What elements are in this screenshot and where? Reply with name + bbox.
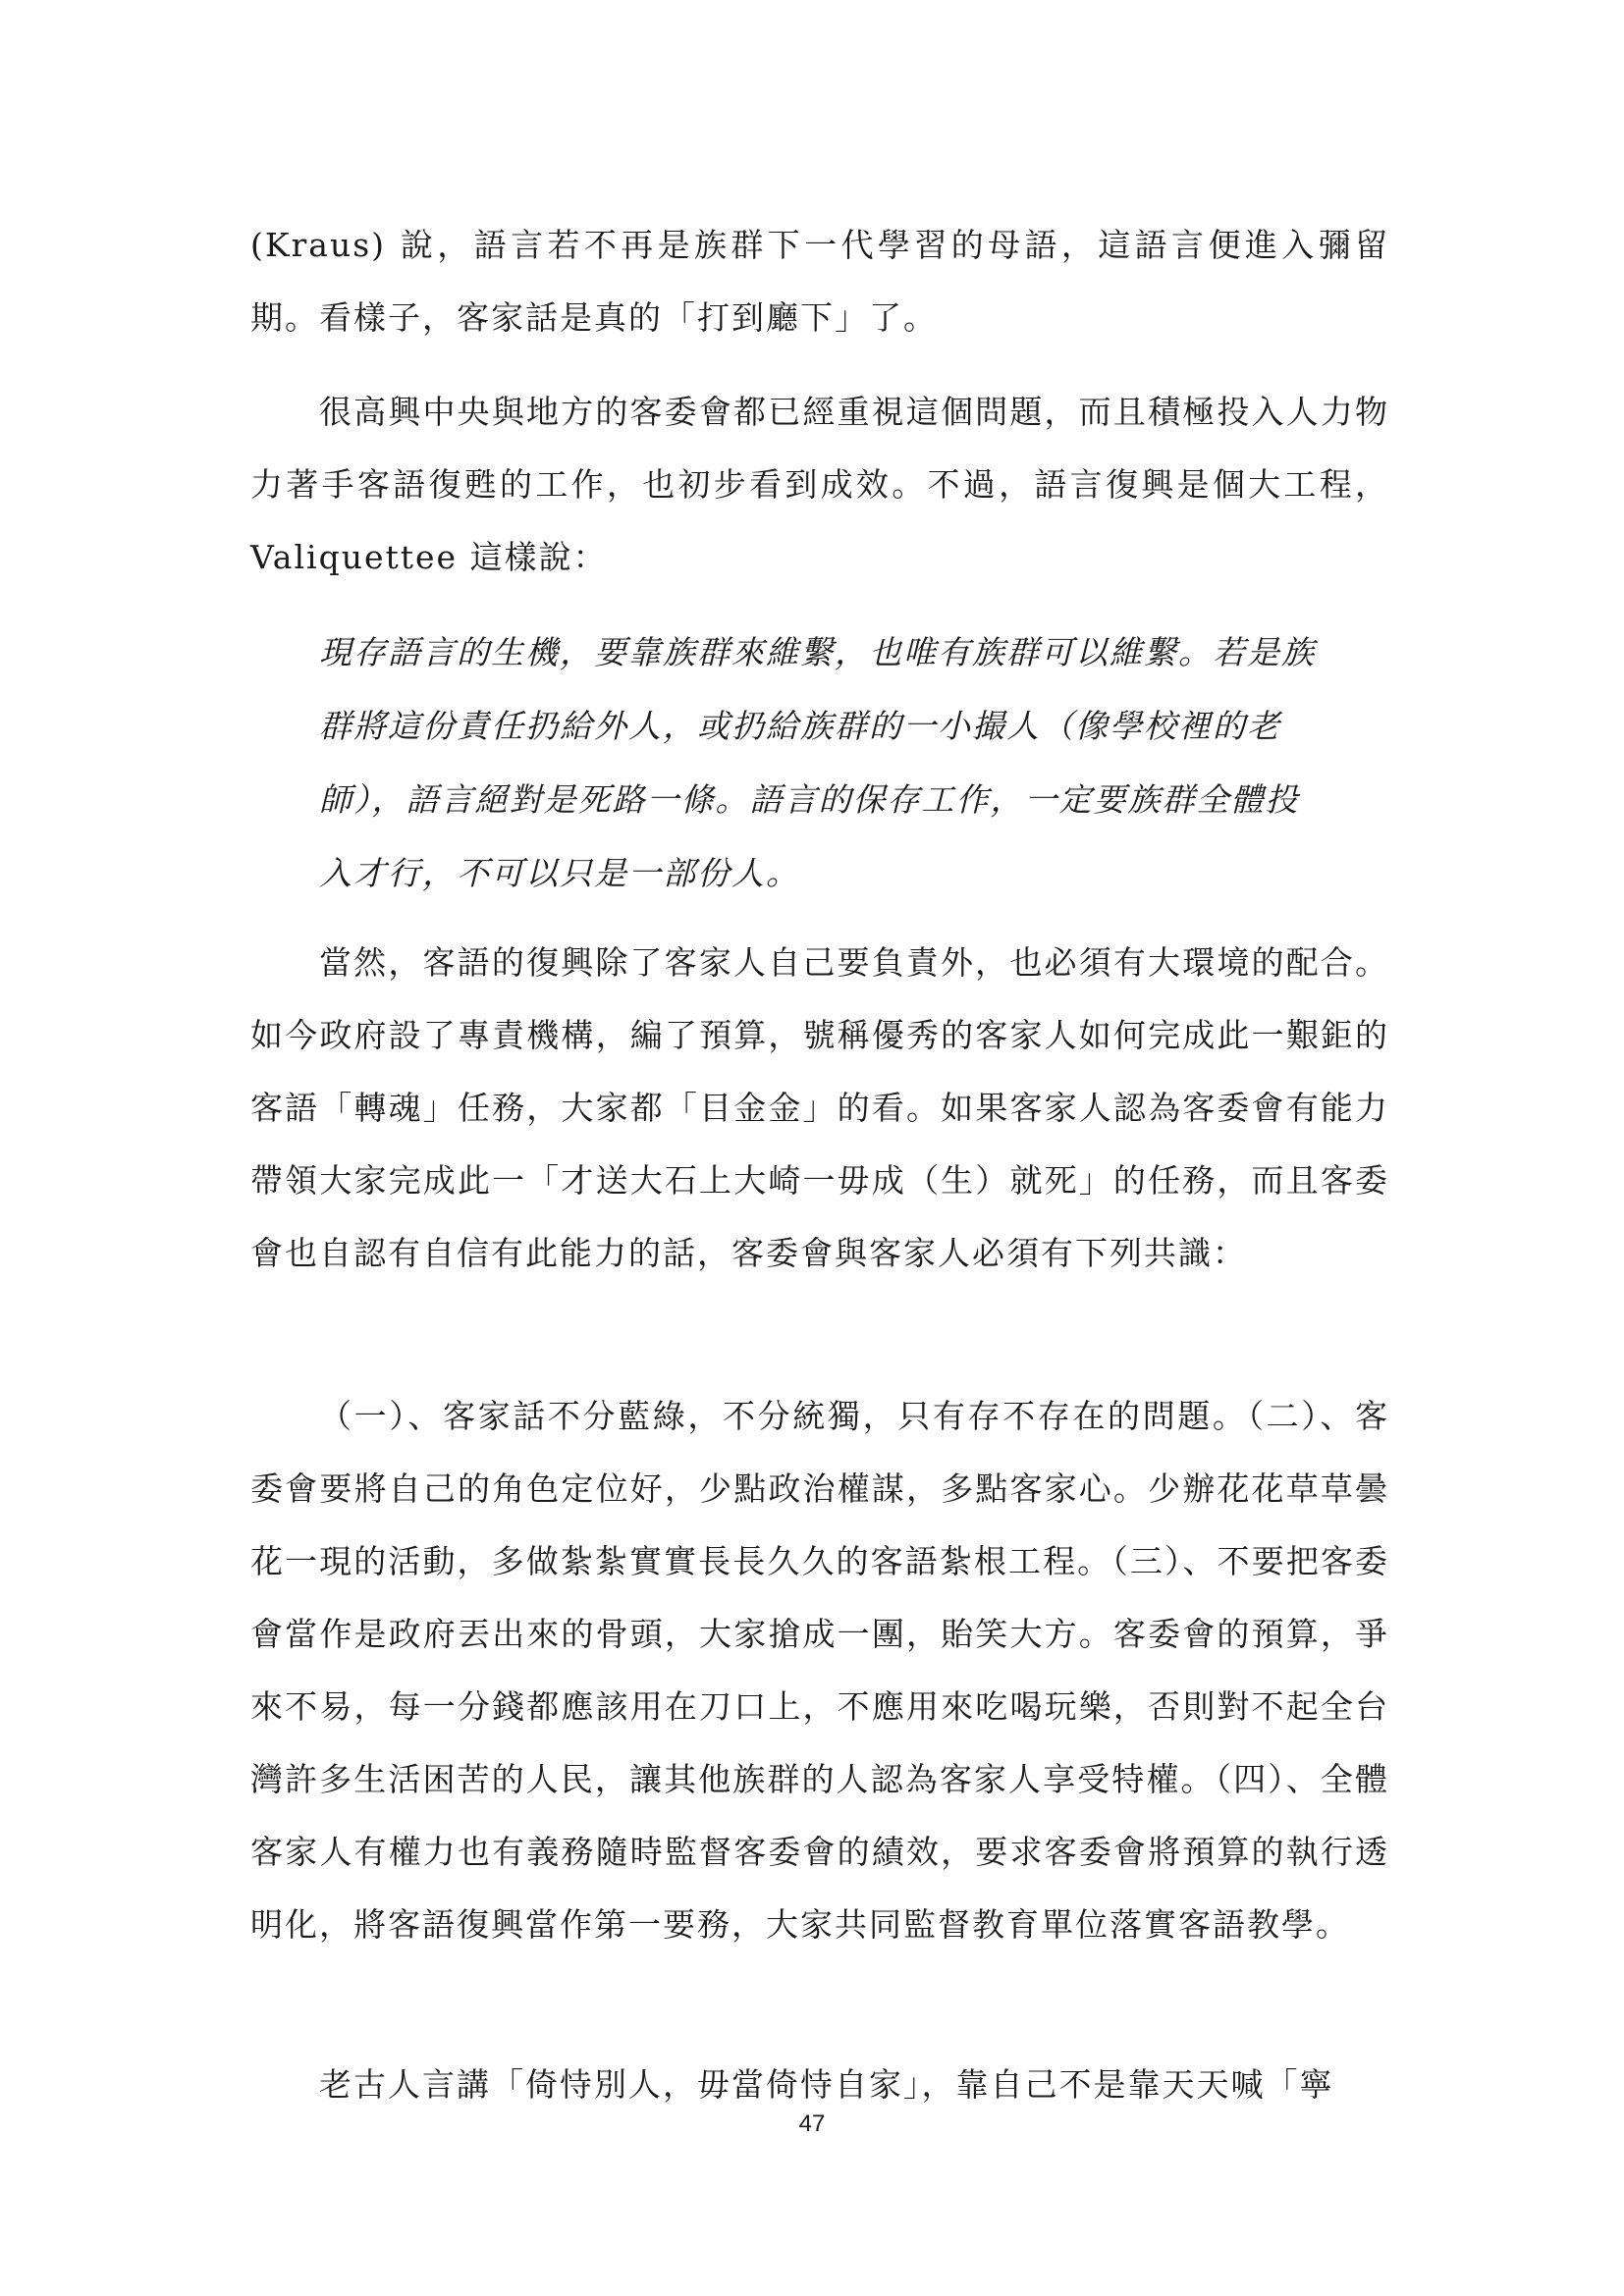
block-quote: 現存語言的生機，要靠族群來維繫，也唯有族群可以維繫。若是族群將這份責任扔給外人，或扔給族群的一小撮人（像學校裡的老師），語言絕對是死路一條。語言的保存工作，一定要族群全體投入才行，不可以只是一部份人。 (319, 633, 1316, 892)
page-number: 47 (798, 2110, 826, 2137)
paragraph-environment: 當然，客語的復興除了客家人自己要負責外，也必須有大環境的配合。如今政府設了專責機構，編了預算，號稱優秀的客家人如何完成此一艱鉅的客語「轉魂」任務，大家都「目金金」的看。如果客家人認為客委會有能力帶領大家完成此一「才送大石上大崎一毋成（生）就死」的任務，而且客委會也自認有自信有此能力的話，客委會與客家人必須有下列共識： (250, 943, 1389, 1272)
paragraph-hakka-committee: 很高興中央與地方的客委會都已經重視這個問題，而且積極投入人力物力著手客語復甦的工作，也初步看到成效。不過，語言復興是個大工程，Valiquettee 這樣說： (250, 393, 1389, 576)
paragraph-kraus: (Kraus) 說，語言若不再是族群下一代學習的母語，這語言便進入彌留期。看樣子，客家話是真的「打到廳下」了。 (250, 226, 1389, 337)
paragraph-proverb: 老古人言講「倚恃別人，毋當倚恃自家」，靠自己不是靠天天喊「寧 (319, 2065, 1334, 2104)
paragraph-consensus-list: （一）、客家話不分藍綠，不分統獨，只有存不存在的問題。（二）、客委會要將自己的角色定位好，少點政治權謀，多點客家心。少辦花花草草曇花一現的活動，多做紮紮實實長長久久的客語紮根工程。（三）、不要把客委會當作是政府丟出來的骨頭，大家搶成一團，貽笑大方。客委會的預算，爭來不易，每一分錢都應該用在刀口上，不應用來吃喝玩樂，否則對不起全台灣許多生活困苦的人民，讓其他族群的人認為客家人享受特權。（四）、全體客家人有權力也有義務隨時監督客委會的績效，要求客委會將預算的執行透明化，將客語復興當作第一要務，大家共同監督教育單位落實客語教學。 (250, 1397, 1389, 1944)
